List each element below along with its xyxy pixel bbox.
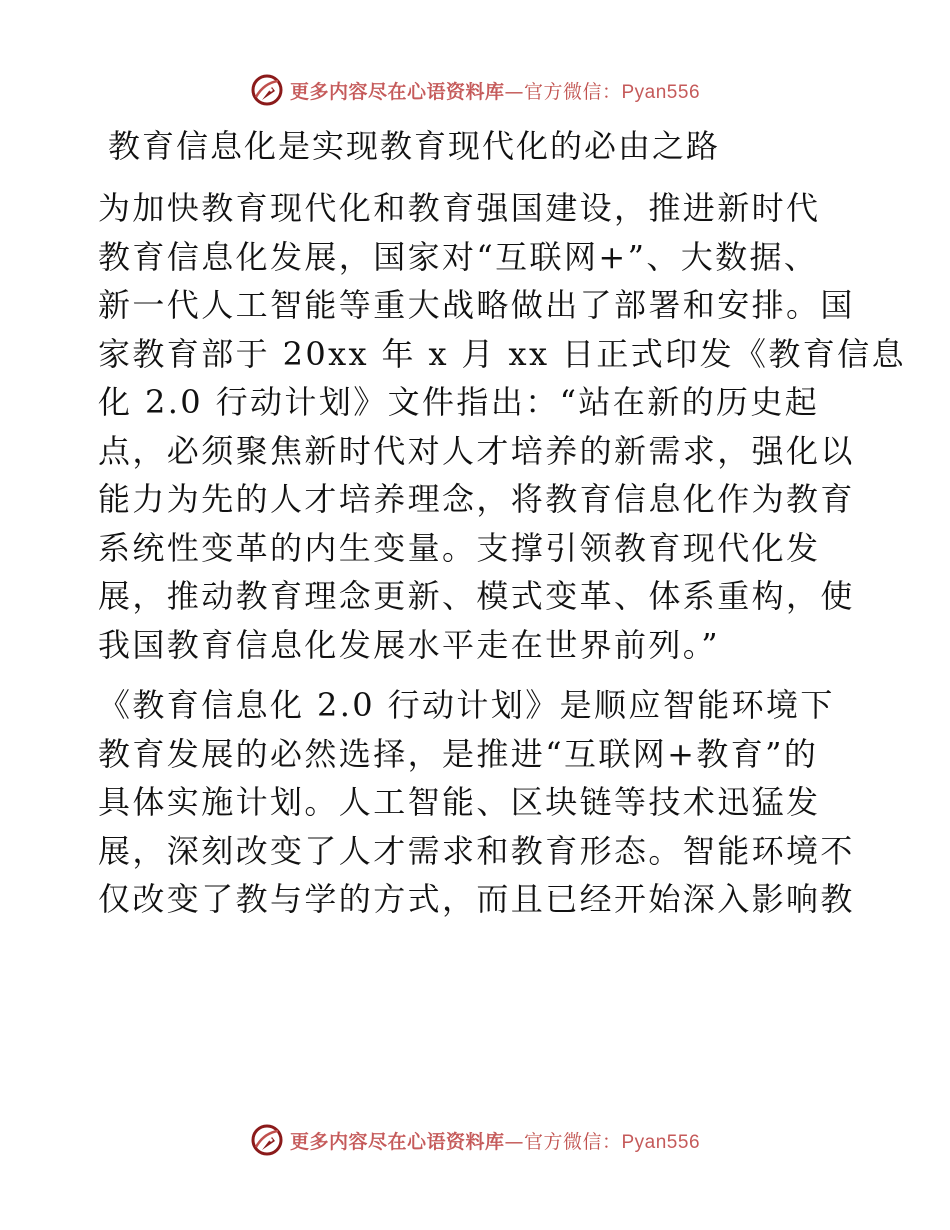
paragraph-line: 系统性变革的内生变量。支撑引领教育现代化发 [98,528,821,567]
header-banner-text [290,77,700,104]
paragraph-1 [98,184,906,669]
document-title: 教育信息化是实现教育现代化的必由之路 [108,127,721,165]
footer-banner-wechat-id: Pyan556 [621,1131,701,1153]
paragraph-line: 新一代人工智能等重大战略做出了部署和安排。国 [98,286,855,324]
document-body [98,122,906,936]
header-banner-label: 官方微信： [523,80,622,103]
pen-nib-logo-icon [250,1123,284,1157]
paragraph-2 [98,681,858,924]
paragraph-line: 我国教育信息化发展水平走在世界前列。” [98,625,720,664]
paragraph-line: 教育信息化发展，国家对“互联网+”、大数据、 [98,237,819,276]
paragraph-line: 为加快教育现代化和教育强国建设，推进新时代 [98,189,821,227]
paragraph-line: 家教育部于 20xx 年 x 月 xx 日正式印发《教育信息 [98,334,906,373]
footer-banner-dash: — [504,1130,524,1153]
footer-banner [0,1120,950,1160]
header-banner-main: 更多内容尽在心语资料库 [289,80,505,103]
paragraph-line: 点，必须聚焦新时代对人才培养的新需求，强化以 [98,431,855,470]
pen-nib-logo-icon [250,73,284,107]
paragraph-line: 展，推动教育理念更新、模式变革、体系重构，使 [98,577,855,615]
footer-banner-text [290,1127,700,1154]
paragraph-line: 《教育信息化 2.0 行动计划》是顺应智能环境下 [98,686,835,724]
footer-banner-label: 官方微信： [523,1130,622,1153]
paragraph-line: 仅改变了教与学的方式，而且已经开始深入影响教 [98,880,855,918]
footer-banner-main: 更多内容尽在心语资料库 [289,1130,505,1153]
header-banner-dash: — [504,80,524,103]
header-banner [0,70,950,110]
paragraph-line: 具体实施计划。人工智能、区块链等技术迅猛发 [98,783,821,821]
paragraph-line: 教育发展的必然选择，是推进“互联网+教育”的 [98,734,819,773]
paragraph-line: 化 2.0 行动计划》文件指出：“站在新的历史起 [98,383,820,421]
paragraph-line: 能力为先的人才培养理念，将教育信息化作为教育 [98,480,855,518]
header-banner-wechat-id: Pyan556 [621,81,701,103]
paragraph-line: 展，深刻改变了人才需求和教育形态。智能环境不 [98,831,855,870]
